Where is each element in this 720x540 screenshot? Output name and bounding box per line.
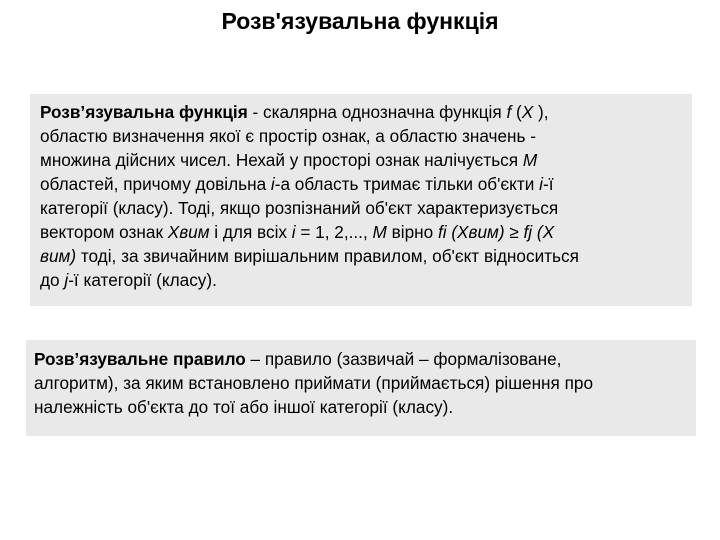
text-line: [40, 196, 682, 220]
slide-title: Розв'язувальна функція: [221, 8, 499, 34]
text-line: [34, 371, 688, 395]
text-line: [34, 395, 688, 419]
text-run: – правило (зазвичай – формалізоване,: [245, 349, 562, 369]
term-label: Розв’язувальне правило: [34, 349, 246, 369]
rule-block: [26, 340, 696, 436]
text-run: вектором ознак: [40, 222, 168, 242]
text-run: належність об'єкта до тої або іншої категорії (класу).: [34, 397, 454, 417]
text-line: [40, 244, 682, 268]
text-run: категорії (класу). Тоді, якщо розпізнаний об'єкт характеризується: [40, 198, 559, 218]
text-run: - скалярна однозначна функція: [247, 102, 507, 122]
text-run: областю визначення якої є простір ознак, а областю значень -: [40, 126, 536, 146]
text-run: -а область тримає тільки об'єкти: [274, 174, 540, 194]
text-line: [40, 220, 682, 244]
math-symbol: fi (Хвим) ≥ fj (X: [437, 222, 555, 242]
text-line: [40, 148, 682, 172]
text-run: -ї категорії (класу).: [68, 270, 217, 290]
text-run: множина дійсних чисел. Нехай у просторі ознак налічується: [40, 150, 523, 170]
math-symbol: i: [539, 174, 543, 194]
text-run: алгоритм), за яким встановлено приймати (приймається) рішення про: [34, 373, 594, 393]
text-run: і для всіх: [209, 222, 292, 242]
definition-block: [30, 94, 692, 306]
math-symbol: M: [522, 150, 538, 170]
math-symbol: i: [291, 222, 296, 242]
text-line: [40, 172, 682, 196]
text-line: [40, 100, 682, 124]
math-symbol: Хвим: [167, 222, 210, 242]
text-run: = 1, 2,...,: [295, 222, 373, 242]
math-symbol: j: [64, 270, 69, 290]
text-run: -ї: [542, 174, 554, 194]
text-run: ),: [533, 102, 549, 122]
math-symbol: X: [521, 102, 534, 122]
text-run: вірно: [386, 222, 438, 242]
math-symbol: i: [270, 174, 275, 194]
text-line: [40, 268, 682, 292]
text-line: [34, 347, 688, 371]
math-symbol: вим): [40, 246, 77, 266]
math-symbol: f: [506, 102, 512, 122]
math-symbol: M: [372, 222, 387, 242]
term-label: Розв’язувальна функція: [40, 102, 248, 122]
text-run: тоді, за звичайним вирішальним правилом, об'єкт відноситься: [76, 246, 579, 266]
text-run: (: [511, 102, 522, 122]
text-run: до: [40, 270, 65, 290]
text-run: областей, причому довільна: [40, 174, 271, 194]
text-line: [40, 124, 682, 148]
